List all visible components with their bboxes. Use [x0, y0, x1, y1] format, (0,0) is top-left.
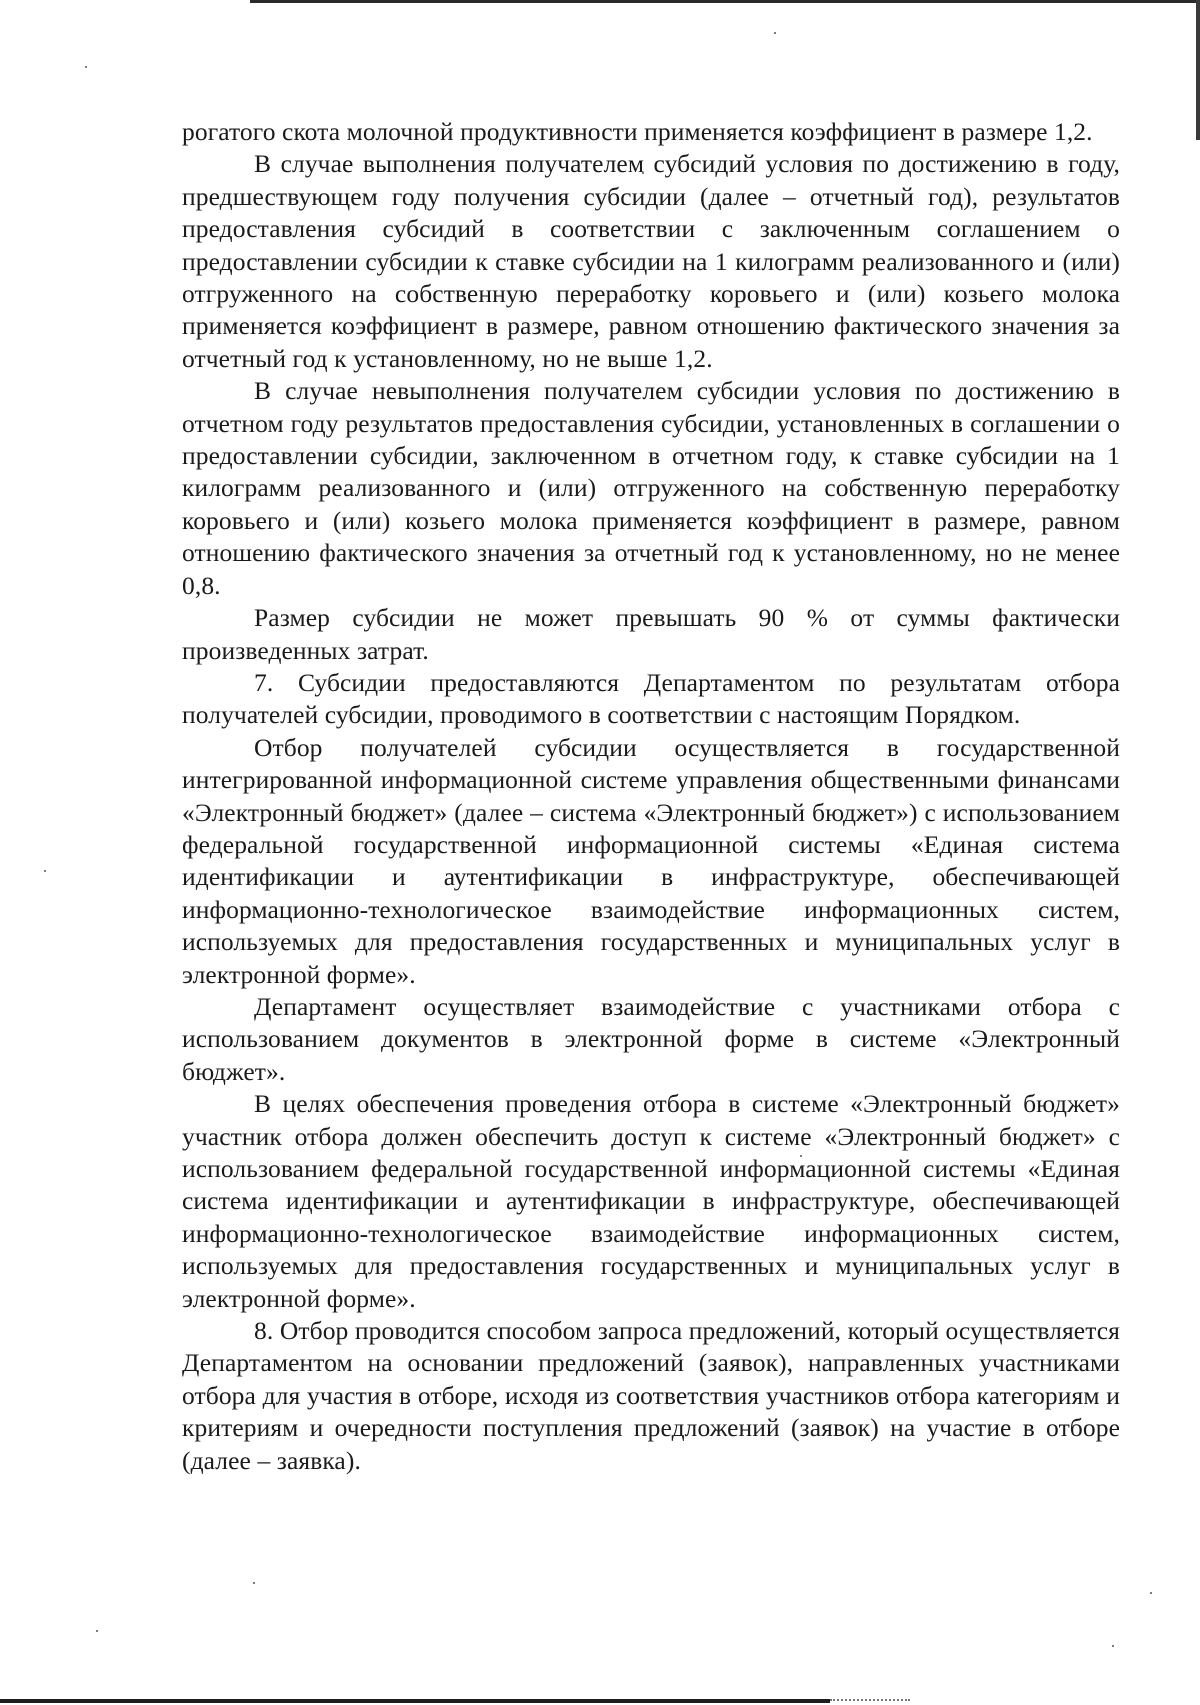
scan-speck [85, 66, 87, 68]
scan-speck [253, 1582, 255, 1584]
paragraph-coefficient-fulfilled: В случае выполнения получателем субсидий условия по достижению в году, предшествующем году получения субсидии (далее – отчетный год), результатов предоставления субсидий в соответствии с заключенным соглашением о предоставлении субсидии к ставке субсидии на 1 килограмм реализованного и (или) отгруженного на собственную переработку коровьего и (или) козьего молока применяется коэффициент в размере, равном отношению фактического значения за отчетный год к установленному, но не выше 1,2. [182, 149, 1120, 373]
paragraph-access-requirements: В целях обеспечения проведения отбора в системе «Электронный бюджет» участник отбора должен обеспечить доступ к системе «Электронный бюджет» с использованием федеральной государственной информационной системы «Единая система идентификации и аутентификации в инфраструктуре, обеспечивающей информационно-технологическое взаимодействие информационных систем, используемых для предоставления государственных и муниципальных услуг в электронной форме». [182, 1089, 1120, 1313]
paragraph-subsidy-limit: Размер субсидии не может превышать 90 % от суммы фактически произведенных затрат. [182, 603, 1120, 665]
paragraph-continuation: рогатого скота молочной продуктивности применяется коэффициент в размере 1,2. [182, 117, 1093, 146]
scan-border-top [250, 0, 1200, 3]
scan-border-bottom-fade [830, 1699, 910, 1702]
scan-speck [1150, 1592, 1152, 1594]
scan-speck [774, 32, 776, 34]
paragraph-coefficient-unfulfilled: В случае невыполнения получателем субсидии условия по достижению в отчетном году результатов предоставления субсидии, установленных в соглашении о предоставлении субсидии, заключенном в отчетном году, к ставке субсидии на 1 килограмм реализованного и (или) отгруженного на собственную переработку коровьего и (или) козьего молока применяется коэффициент в размере, равном отношению фактического значения за отчетный год к установленному, но не менее 0,8. [182, 376, 1120, 600]
document-body [182, 116, 1120, 1477]
paragraph-clause-7: 7. Субсидии предоставляются Департаментом по результатам отбора получателей субсидии, проводимого в соответствии с настоящим Порядком. [182, 667, 1120, 730]
paragraph-selection-system: Отбор получателей субсидии осуществляется в государственной интегрированной информационной системе управления общественными финансами «Электронный бюджет» (далее – система «Электронный бюджет») с использованием федеральной государственной информационной системы «Единая система идентификации и аутентификации в инфраструктуре, обеспечивающей информационно-технологическое взаимодействие информационных систем, используемых для предоставления государственных и муниципальных услуг в электронной форме». [182, 732, 1120, 989]
scan-speck [1112, 1645, 1114, 1647]
scan-speck [44, 870, 46, 872]
paragraph-clause-8: 8. Отбор проводится способом запроса предложений, который осуществляется Департаментом на основании предложений (заявок), направленных участниками отбора для участия в отборе, исходя из соответствия участников отбора категориям и критериям и очередности поступления предложений (заявок) на участие в отборе (далее – заявка). [182, 1316, 1120, 1475]
scan-speck [96, 1630, 98, 1632]
paragraph-department-interaction: Департамент осуществляет взаимодействие с участниками отбора с использованием документов в электронной форме в системе «Электронный бюджет». [182, 991, 1120, 1086]
scan-border-bottom [0, 1699, 830, 1703]
scan-border-right [1196, 0, 1200, 140]
